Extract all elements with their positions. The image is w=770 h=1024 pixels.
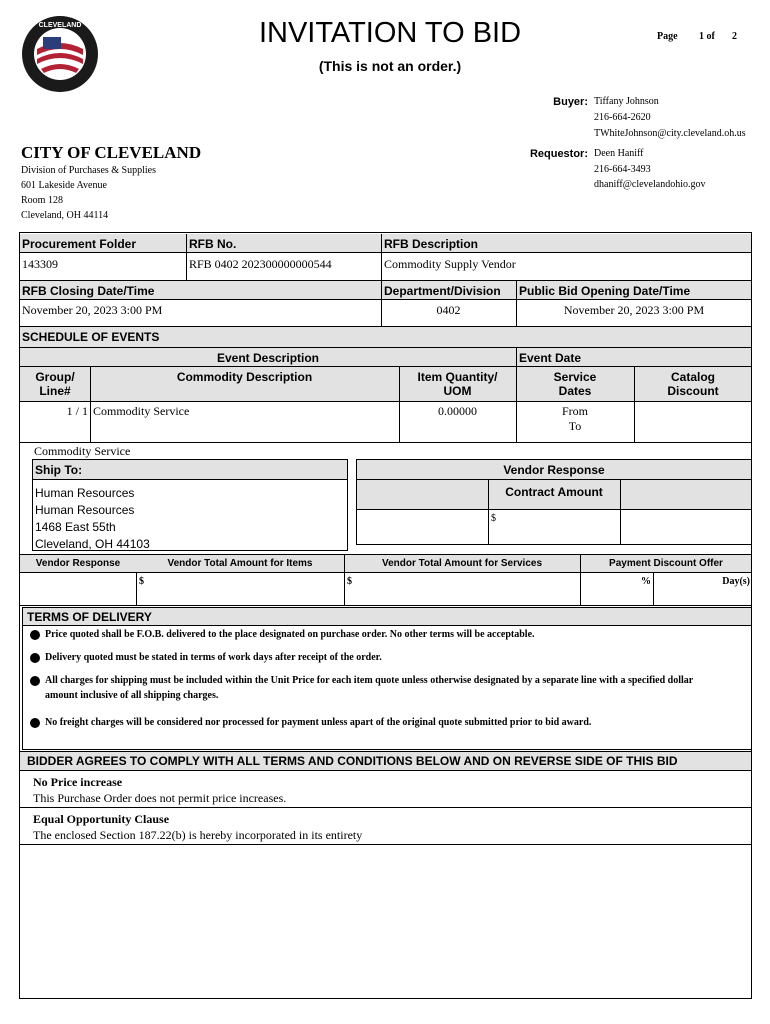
city-seal-logo xyxy=(21,15,99,93)
page-total: 2 xyxy=(732,31,737,42)
clause-1-title: No Price increase xyxy=(33,775,123,789)
service-to: To xyxy=(568,419,582,433)
ship-to-line1: Human Resources xyxy=(35,486,135,500)
contract-amount-field[interactable]: $ xyxy=(491,513,496,524)
buyer-label: Buyer: xyxy=(553,96,588,108)
delivery-term-2: Delivery quoted must be stated in terms of work days after receipt of the order. xyxy=(45,652,382,663)
total-services-label: Vendor Total Amount for Services xyxy=(381,558,543,569)
bullet-icon xyxy=(30,718,40,728)
bidder-agrees-title: BIDDER AGREES TO COMPLY WITH ALL TERMS AND CONDITIONS BELOW AND ON REVERSE SIDE OF THIS BID xyxy=(27,754,678,768)
bid-opening-value: November 20, 2023 3:00 PM xyxy=(563,303,705,317)
item-description: Commodity Service xyxy=(93,404,190,418)
org-line4: Cleveland, OH 44114 xyxy=(21,210,109,221)
delivery-term-3: All charges for shipping must be included within the Unit Price for each item quote unless otherwise designated by a separate line with a specified dollar amount inclusive of all shipping charges. xyxy=(45,675,694,701)
service-dates-label: Service Dates xyxy=(553,370,597,398)
procurement-folder-label: Procurement Folder xyxy=(22,237,137,251)
bid-opening-label: Public Bid Opening Date/Time xyxy=(519,284,691,298)
page-subtitle: (This is not an order.) xyxy=(318,58,462,74)
group-line-label: Group/ Line# xyxy=(35,370,75,398)
closing-date-value: November 20, 2023 3:00 PM xyxy=(22,303,163,317)
rfb-no-value: RFB 0402 202300000000544 xyxy=(189,257,332,271)
commodity-description-label: Commodity Description xyxy=(176,370,313,384)
page-label: Page xyxy=(657,31,678,42)
item-line-number: 1 / 1 xyxy=(66,404,88,418)
bullet-icon xyxy=(30,676,40,686)
clause-1-text: This Purchase Order does not permit price increases. xyxy=(33,791,287,805)
catalog-discount-label: Catalog Discount xyxy=(667,370,719,398)
bullet-icon xyxy=(30,630,40,640)
clause-2-title: Equal Opportunity Clause xyxy=(33,812,170,826)
ship-to-label: Ship To: xyxy=(35,463,83,477)
clause-2-text: The enclosed Section 187.22(b) is hereby incorporated in its entirety xyxy=(33,828,363,842)
item-quantity: 0.00000 xyxy=(438,404,477,418)
discount-percent-field[interactable]: % xyxy=(641,576,651,587)
org-line3: Room 128 xyxy=(21,195,63,206)
payment-discount-label: Payment Discount Offer xyxy=(609,558,723,569)
delivery-term-4: No freight charges will be considered nor processed for payment unless apart of the original quote submitted prior to bid award. xyxy=(45,717,592,728)
event-description-label: Event Description xyxy=(216,351,320,365)
org-name: CITY OF CLEVELAND xyxy=(21,143,202,162)
bullet-icon xyxy=(30,653,40,663)
requestor-phone: 216-664-3493 xyxy=(594,164,651,175)
department-value: 0402 xyxy=(436,303,461,317)
page-title: INVITATION TO BID xyxy=(258,17,522,49)
total-items-label: Vendor Total Amount for Items xyxy=(167,558,313,569)
requestor-email: dhaniff@clevelandohio.gov xyxy=(594,179,706,190)
ship-to-line4: Cleveland, OH 44103 xyxy=(35,537,150,551)
requestor-label: Requestor: xyxy=(529,148,588,160)
rfb-description-label: RFB Description xyxy=(384,237,479,251)
delivery-term-1: Price quoted shall be F.O.B. delivered to the place designated on purchase order. No other terms will be acceptable. xyxy=(45,629,535,640)
contract-amount-label: Contract Amount xyxy=(505,485,603,499)
rfb-no-label: RFB No. xyxy=(189,237,237,251)
procurement-folder-value: 143309 xyxy=(22,257,58,271)
rfb-description-value: Commodity Supply Vendor xyxy=(384,257,516,271)
org-line1: Division of Purchases & Supplies xyxy=(21,165,156,176)
schedule-title: SCHEDULE OF EVENTS xyxy=(22,330,160,344)
quantity-uom-label: Item Quantity/ UOM xyxy=(417,370,498,398)
terms-of-delivery-title: TERMS OF DELIVERY xyxy=(27,610,152,624)
commodity-note: Commodity Service xyxy=(34,444,131,458)
closing-date-label: RFB Closing Date/Time xyxy=(22,284,155,298)
department-label: Department/Division xyxy=(384,284,501,298)
event-date-label: Event Date xyxy=(519,351,582,365)
vendor-response-title: Vendor Response xyxy=(503,463,605,477)
buyer-phone: 216-664-2620 xyxy=(594,112,651,123)
svg-text:CLEVELAND: CLEVELAND xyxy=(38,22,82,29)
total-services-field[interactable]: $ xyxy=(347,576,352,587)
total-items-field[interactable]: $ xyxy=(139,576,144,587)
buyer-name: Tiffany Johnson xyxy=(594,96,659,107)
page-number: 1 of xyxy=(699,31,715,42)
org-line2: 601 Lakeside Avenue xyxy=(21,180,107,191)
vendor-response-label: Vendor Response xyxy=(35,558,121,569)
ship-to-line3: 1468 East 55th xyxy=(35,520,116,534)
ship-to-line2: Human Resources xyxy=(35,503,135,517)
buyer-email: TWhiteJohnson@city.cleveland.oh.us xyxy=(594,128,746,139)
service-from: From xyxy=(561,404,588,418)
requestor-name: Deen Haniff xyxy=(594,148,644,159)
discount-days-field[interactable]: Day(s) xyxy=(722,576,750,587)
